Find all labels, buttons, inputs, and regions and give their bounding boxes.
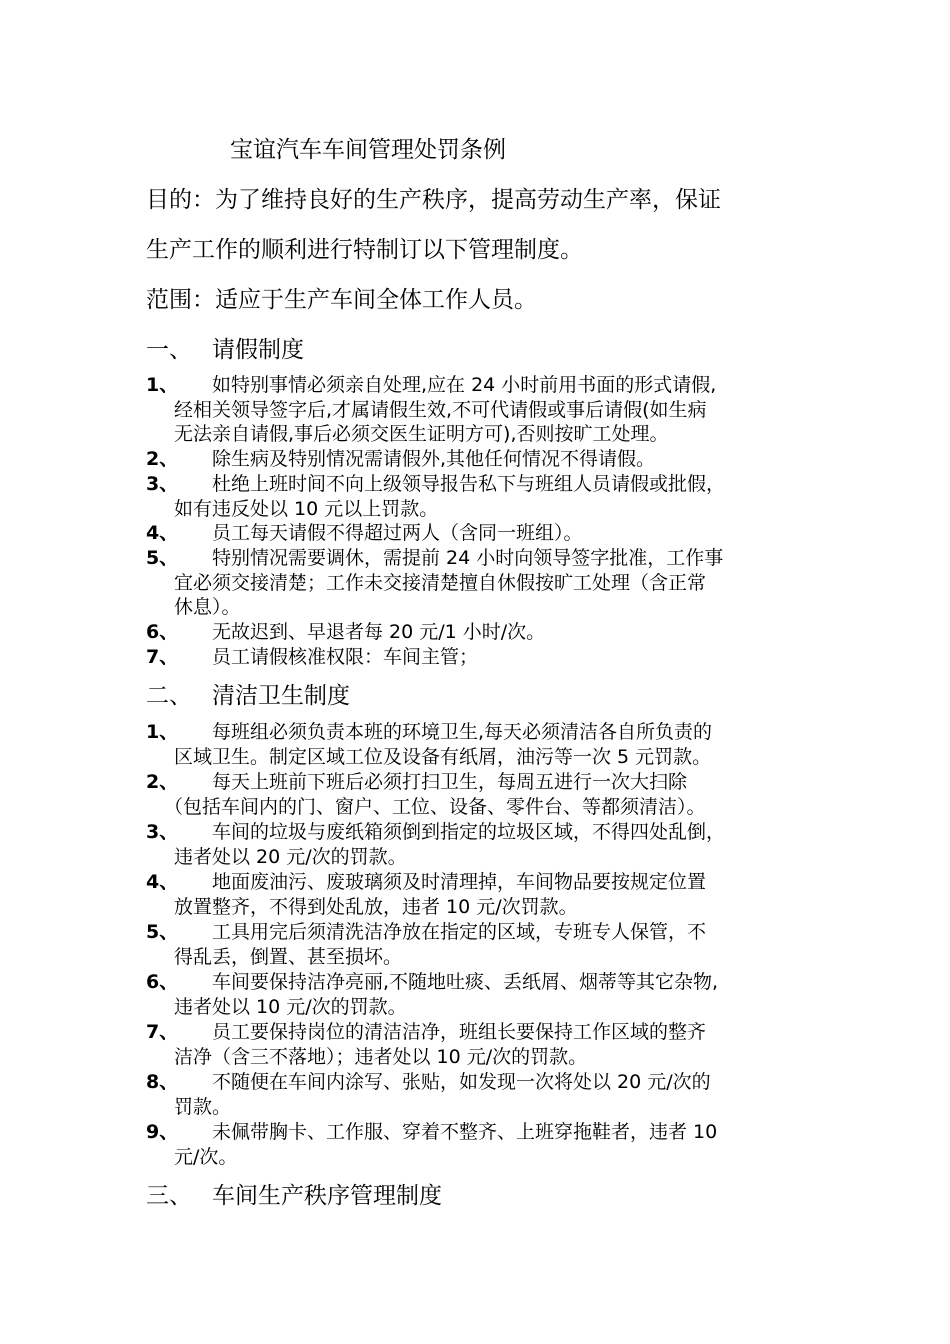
item-text: （包括车间内的门、窗户、工位、设备、零件台、等都须清洁）。 (164, 795, 706, 818)
section-heading-leave (146, 334, 304, 366)
document-title: 宝谊汽车车间管理处罚条例 (230, 137, 506, 163)
item-text: 地面废油污、废玻璃须及时清理掉，车间物品要按规定位置 (212, 871, 707, 893)
item-text: 不随便在车间内涂写、张贴，如发现一次将处以 20 元/次的 (212, 1071, 711, 1093)
item-text: 得乱丢，倒置、甚至损坏。 (174, 945, 403, 968)
list-item (146, 720, 826, 769)
item-number: 8、 (146, 1071, 179, 1093)
item-text: 经相关领导签字后,才属请假生效,不可代请假或事后请假(如生病 (174, 398, 707, 421)
list-item (146, 1070, 826, 1119)
section-number: 三、 (146, 1183, 192, 1209)
section-heading-cleaning (146, 680, 350, 712)
item-number: 7、 (146, 1021, 179, 1043)
section-number: 二、 (146, 683, 192, 709)
item-text: 违者处以 10 元/次的罚款。 (174, 995, 407, 1018)
item-number: 7、 (146, 646, 179, 668)
item-number: 4、 (146, 871, 179, 893)
list-item (146, 645, 826, 670)
item-number: 6、 (146, 621, 179, 643)
item-text: 无法亲自请假,事后必须交医生证明方可),否则按旷工处理。 (174, 423, 669, 445)
item-text: 区域卫生。制定区域工位及设备有纸屑，油污等一次 5 元罚款。 (174, 745, 712, 768)
section-number: 一、 (146, 337, 192, 363)
item-text: 未佩带胸卡、工作服、穿着不整齐、上班穿拖鞋者，违者 10 (212, 1121, 718, 1143)
item-number: 1、 (146, 374, 179, 396)
item-text: 如特别事情必须亲自处理,应在 24 小时前用书面的形式请假, (212, 374, 717, 396)
item-number: 2、 (146, 771, 179, 793)
list-item (146, 447, 826, 472)
item-number: 1、 (146, 721, 179, 743)
item-text: 放置整齐，不得到处乱放，违者 10 元/次罚款。 (174, 895, 578, 918)
item-text: 车间要保持洁净亮丽,不随地吐痰、丢纸屑、烟蒂等其它杂物, (212, 971, 719, 993)
list-item (146, 1020, 826, 1069)
list-item (146, 373, 826, 447)
list-item (146, 820, 826, 869)
list-item (146, 521, 826, 546)
list-item (146, 770, 826, 819)
section-heading-production-order (146, 1180, 442, 1212)
item-text: 休息）。 (174, 596, 241, 618)
scope-line: 范围：适应于生产车间全体工作人员。 (146, 287, 537, 313)
item-text: 洁净（含三不落地）；违者处以 10 元/次的罚款。 (174, 1045, 588, 1068)
item-text: 无故迟到、早退者每 20 元/1 小时/次。 (212, 621, 546, 643)
item-text: 员工要保持岗位的清洁洁净，班组长要保持工作区域的整齐 (212, 1021, 707, 1043)
item-number: 5、 (146, 921, 179, 943)
item-number: 6、 (146, 971, 179, 993)
item-text: 杜绝上班时间不向上级领导报告私下与班组人员请假或批假， (212, 473, 726, 495)
list-item (146, 870, 826, 919)
item-text: 元/次。 (174, 1145, 238, 1168)
list-item (146, 546, 826, 620)
item-text: 除生病及特别情况需请假外,其他任何情况不得请假。 (212, 448, 656, 470)
item-text: 每班组必须负责本班的环境卫生,每天必须清洁各自所负责的 (212, 721, 713, 743)
item-number: 3、 (146, 821, 179, 843)
list-item (146, 472, 826, 521)
section-title: 清洁卫生制度 (212, 683, 350, 709)
section-title: 请假制度 (212, 337, 304, 363)
item-text: 如有违反处以 10 元以上罚款。 (174, 497, 439, 520)
item-text: 工具用完后须清洗洁净放在指定的区域，专班专人保管，不 (212, 921, 707, 943)
item-number: 5、 (146, 547, 179, 569)
item-number: 4、 (146, 522, 179, 544)
item-text: 员工每天请假不得超过两人（含同一班组）。 (212, 522, 583, 544)
list-item (146, 920, 826, 969)
list-item (146, 1120, 826, 1169)
purpose-line-1: 目的：为了维持良好的生产秩序，提高劳动生产率，保证 (146, 187, 721, 213)
item-text: 每天上班前下班后必须打扫卫生，每周五进行一次大扫除 (212, 771, 688, 793)
item-text: 罚款。 (174, 1095, 232, 1118)
purpose-line-2: 生产工作的顺利进行特制订以下管理制度。 (146, 237, 583, 263)
item-text: 宜必须交接清楚；工作未交接清楚擅自休假按旷工处理（含正常 (174, 571, 707, 594)
list-item (146, 620, 826, 645)
item-text: 车间的垃圾与废纸箱须倒到指定的垃圾区域，不得四处乱倒， (212, 821, 726, 843)
item-text: 员工请假核准权限：车间主管； (212, 646, 479, 668)
item-number: 3、 (146, 473, 179, 495)
item-text: 特别情况需要调休，需提前 24 小时向领导签字批准，工作事 (212, 547, 724, 569)
item-number: 2、 (146, 448, 179, 470)
item-number: 9、 (146, 1121, 179, 1143)
section-title: 车间生产秩序管理制度 (212, 1183, 442, 1209)
item-text: 违者处以 20 元/次的罚款。 (174, 845, 407, 868)
list-item (146, 970, 826, 1019)
